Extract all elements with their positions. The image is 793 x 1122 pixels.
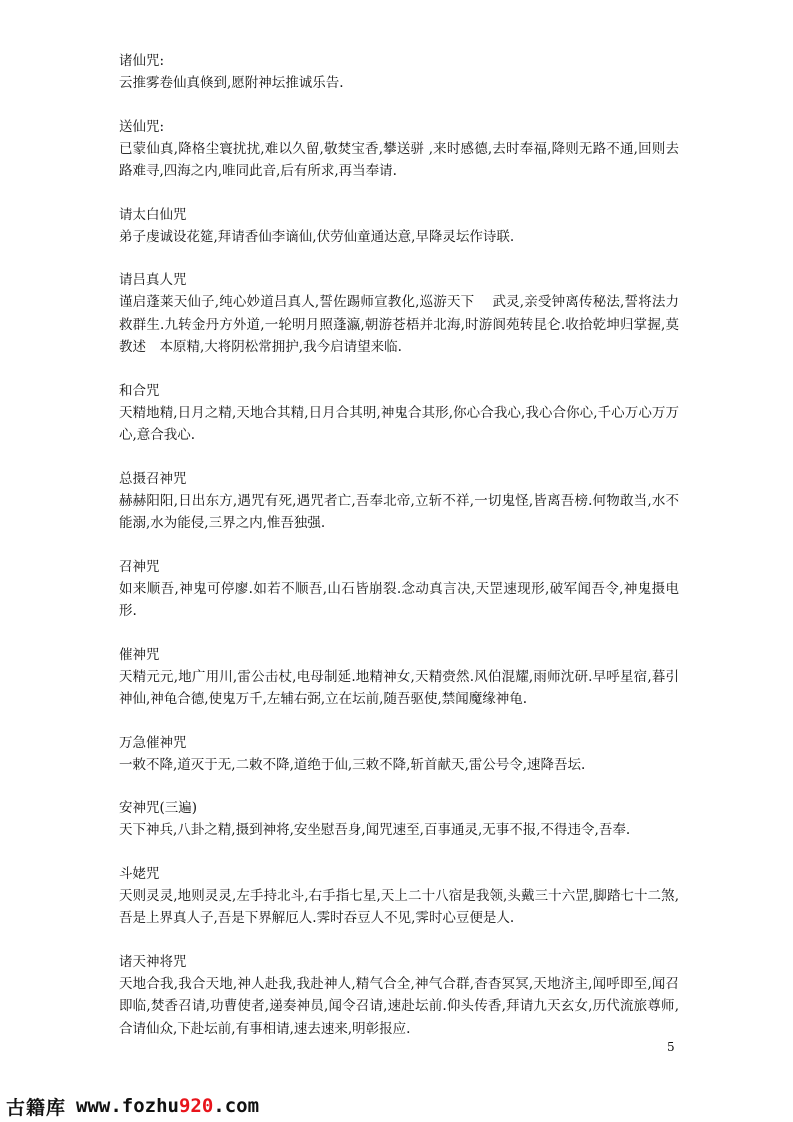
section-title: 斗姥咒 — [119, 865, 160, 882]
section-text: 赫赫阳阳,日出东方,遇咒有死,遇咒者亡,吾奉北帝,立斩不祥,一切鬼怪,皆离吾榜.何物敢当,水不能溺,水为能侵,三界之内,惟吾独强. — [119, 492, 679, 531]
section-title: 万急催神咒 — [119, 734, 187, 751]
section-anshen-zhou — [119, 798, 679, 842]
section-title: 催神咒 — [119, 646, 160, 663]
section-doumu-zhou — [119, 864, 679, 930]
section-title: 送仙咒: — [119, 118, 165, 135]
section-text: 弟子虔诚设花筵,拜请香仙李谪仙,伏劳仙童通达意,早降灵坛作诗联. — [119, 228, 515, 245]
site-name: 古籍库 — [6, 1096, 67, 1119]
section-songxian-zhou — [119, 117, 679, 183]
section-cuishen-zhou — [119, 645, 679, 711]
section-text: 天精元元,地广用川,雷公击杖,电母制延.地精神女,天精赍然.风伯混耀,雨师沈研.早呼星宿,暮引神仙,神龟合德,使鬼万千,左辅右弼,立在坛前,随吾驱使,禁闻魔缘神龟. — [119, 668, 679, 707]
section-qing-lv-zhenren-zhou — [119, 270, 679, 359]
section-wanji-cuishen-zhou — [119, 733, 679, 777]
section-title: 请吕真人咒 — [119, 272, 187, 288]
section-qing-taibai-zhou — [119, 205, 679, 249]
site-url-suffix: .com — [213, 1095, 260, 1117]
section-title: 总摄召神咒 — [119, 470, 187, 487]
section-text: 如来顺吾,神鬼可停廖.如若不顺吾,山石皆崩裂.念动真言决,天罡速现形,破军闻吾令,神鬼摄电形. — [119, 580, 679, 619]
site-url-number: 920 — [178, 1095, 214, 1117]
section-text: 天下神兵,八卦之精,摄到神将,安坐慰吾身,闻咒速至,百事通灵,无事不报,不得违令,吾奉. — [119, 822, 631, 838]
section-hehe-zhou — [119, 381, 679, 447]
section-text: 已蒙仙真,降格尘寰扰扰,难以久留,敬焚宝香,攀送骈 ,来时感德,去时奉福,降则无路不通,回则去路难寻,四海之内,唯同此音,后有所求,再当奉请. — [119, 140, 679, 179]
section-zhutian-shenjiang-zhou — [119, 952, 679, 1041]
section-title: 和合咒 — [119, 382, 160, 399]
page-content — [119, 51, 679, 1062]
section-title: 安神咒(三遍) — [119, 800, 198, 816]
section-text: 一敕不降,道灭于无,二敕不降,道绝于仙,三敕不降,斩首献天,雷公号令,速降吾坛. — [119, 756, 586, 773]
section-text: 天精地精,日月之精,天地合其精,日月合其明,神鬼合其形,你心合我心,我心合你心,千心万心万万心,意合我心. — [119, 404, 679, 443]
page-number: 5 — [667, 1040, 675, 1054]
footer-watermark — [6, 1092, 259, 1120]
section-zhuxian-zhou — [119, 51, 679, 95]
section-title: 召神咒 — [119, 558, 160, 575]
site-url-prefix: www.fozhu — [76, 1095, 179, 1117]
section-text: 云推雾卷仙真倏到,愿附神坛推诚乐告. — [119, 75, 344, 91]
section-zongshe-zhaoshen-zhou — [119, 469, 679, 535]
section-title: 请太白仙咒 — [119, 206, 187, 223]
section-text: 谨启蓬莱天仙子,纯心妙道吕真人,誓佐踢师宣教化,巡游天下 武灵,亲受钟离传秘法,誓将法力救群生.九转金丹方外道,一轮明月照蓬瀛,朝游苍梧并北海,时游阆苑转昆仑.收拾乾坤归掌握,莫教述 本原精,大将阴松常拥护,我今启请望来临. — [119, 294, 679, 355]
section-title: 诸仙咒: — [119, 53, 165, 69]
section-zhaoshen-zhou — [119, 557, 679, 623]
section-text: 天则灵灵,地则灵灵,左手持北斗,右手指七星,天上二十八宿是我领,头戴三十六罡,脚踏七十二煞,吾是上界真人子,吾是下界解厄人.霁时吞豆人不见,霁时心豆便是人. — [119, 887, 679, 926]
section-text: 天地合我,我合天地,神人赴我,我赴神人,精气合全,神气合群,杳杳冥冥,天地济主,闻呼即至,闻召即临,焚香召请,功曹使者,递奏神员,闻令召请,速赴坛前.仰头传香,拜请九天玄女,历代流旅尊师,合请仙众,下赴坛前,有事相请,速去速来,明彰报应. — [119, 975, 679, 1037]
section-title: 诸天神将咒 — [119, 953, 187, 970]
